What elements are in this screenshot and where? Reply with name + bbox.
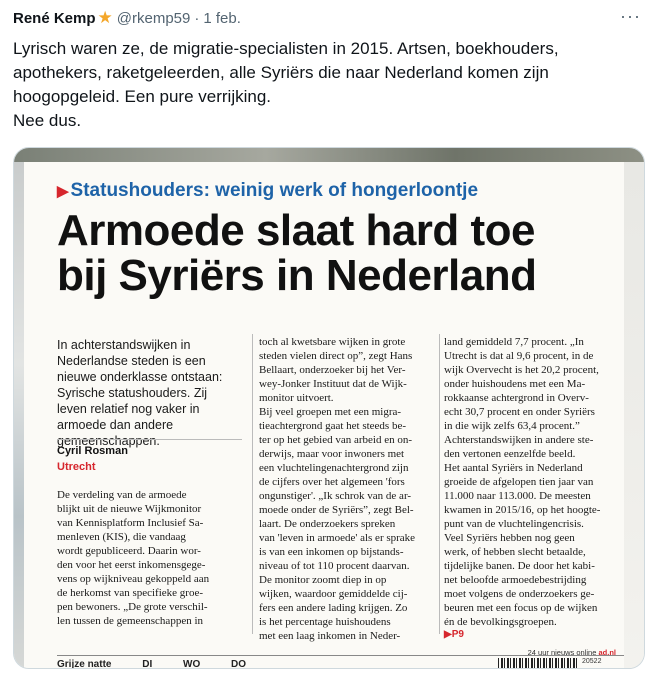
tweet-line: Nee dus. (13, 111, 82, 130)
column-line: wey-Jonker Instituut dat de Wijk- (259, 378, 407, 390)
column-line: Veel Syriërs hebben nog geen (444, 532, 575, 544)
column-line: den voor het eerst inkomensgege- (57, 559, 206, 571)
column-line: wijken, waardoor gemiddelde cij- (259, 588, 408, 600)
footer-text: 24 uur nieuws online (527, 648, 597, 657)
strip-item: DI (142, 659, 153, 669)
column-line: menleven (KIS), die vandaag (57, 531, 186, 543)
column-line: Achterstandswijken in andere ste- (444, 434, 594, 446)
byline-divider (57, 439, 242, 440)
column-line: moet volgens de onderzoekers ge- (444, 588, 595, 600)
article-column-1 (57, 488, 245, 628)
star-icon: ★ (97, 8, 113, 27)
intro-line: armoede dan andere (57, 418, 174, 432)
strip-item: Grijze natte (57, 659, 112, 669)
column-line: beuren met een focus op de wijken (444, 602, 598, 614)
column-line: blijkt uit de nieuwe Wijkmonitor (57, 503, 202, 515)
intro-line: Syrische statushouders. Zij (57, 386, 208, 400)
column-line: een vluchtelingenachtergrond zijn (259, 462, 409, 474)
column-line: laart. De onderzoekers spreken (259, 518, 396, 530)
newspaper-footer (528, 648, 616, 657)
article-author: Cyril Rosman (57, 445, 128, 457)
intro-line: leven relatief nog vaker in (57, 402, 200, 416)
column-line: de cijfers over het algemeen 'fors (259, 476, 405, 488)
column-line: den vertonen eenzelfde beeld. (444, 448, 576, 460)
column-line: én de bevolkingsgroepen. (444, 616, 557, 628)
column-line: tijdelijke banen. De door het kabi- (444, 560, 595, 572)
triangle-bullet-icon: ▶ (444, 629, 452, 640)
column-line: van 'leven in armoede' als er sprake (259, 532, 416, 544)
author-name[interactable]: René Kemp (13, 9, 96, 27)
column-line: 11.000 naar 113.000. De meesten (444, 490, 591, 502)
column-line: pen bewoners. „De grote verschil- (57, 601, 208, 613)
footer-site: ad.nl (598, 648, 616, 657)
photo-background-top (14, 148, 644, 162)
column-line: werk, of hebben slecht betaalde, (444, 546, 586, 558)
column-line: onder huishoudens met een Ma- (444, 378, 586, 390)
photo-background-left (14, 162, 24, 668)
kicker-text: Statushouders: weinig werk of hongerloontje (70, 180, 479, 201)
separator: · (194, 9, 200, 27)
tweet-header (13, 6, 643, 30)
newspaper-clipping (24, 162, 624, 668)
tweet-text (13, 37, 638, 133)
column-line: punt van de vluchtelingencrisis. (444, 518, 584, 530)
column-line: is van een inkomen op bijstands- (259, 546, 404, 558)
column-line: wordt gepubliceerd. Daarin wor- (57, 545, 201, 557)
column-line: monitor uitvoert. (259, 392, 334, 404)
column-line: Utrecht is dat al 9,6 procent, in de (444, 350, 594, 362)
barcode-number: 20522 (582, 658, 602, 665)
tweet-line: hoogopgeleid. Een pure verrijking. (13, 87, 272, 106)
column-line: net beloofde armoedebestrijding (444, 574, 587, 586)
article-location: Utrecht (57, 461, 96, 473)
column-line: met een laag inkomen in Neder- (259, 630, 401, 642)
column-line: toch al kwetsbare wijken in grote (259, 336, 406, 348)
article-intro (57, 337, 232, 449)
tweet-line: apothekers, raketgeleerden, alle Syriërs die naar Nederland komen zijn (13, 63, 549, 82)
column-line: tieachtergrond gaat het steeds be- (259, 420, 407, 432)
column-divider (439, 334, 440, 634)
tweet-date[interactable]: 1 feb. (203, 9, 241, 27)
barcode (498, 658, 578, 668)
intro-line: nieuwe onderklasse ontstaan: (57, 370, 223, 384)
intro-line: gemeenschappen. (57, 434, 160, 448)
column-line: de herkomst van specifieke groe- (57, 587, 203, 599)
column-line: is het percentage huishoudens (259, 616, 391, 628)
strip-item: WO (183, 659, 201, 669)
intro-line: In achterstandswijken in (57, 338, 191, 352)
headline-line: bij Syriërs in Nederland (57, 251, 537, 300)
column-line: kwamen in 2015/16, op het hoogte- (444, 504, 601, 516)
column-line: Bij veel groepen met een migra- (259, 406, 402, 418)
page-reference-text: P9 (451, 629, 464, 640)
tweet-media-image[interactable] (13, 147, 645, 669)
column-line: Bellaart, onderzoeker bij het Ver- (259, 364, 406, 376)
tweet-line: Lyrisch waren ze, de migratie-specialisten in 2015. Artsen, boekhouders, (13, 39, 559, 58)
author-handle[interactable]: @rkemp59 (116, 9, 191, 27)
photo-background-right (624, 162, 644, 668)
page-reference (444, 629, 464, 640)
column-line: echt 30,7 procent en onder Syriërs (444, 406, 595, 418)
triangle-bullet-icon: ▶ (57, 183, 69, 200)
column-line: De monitor zoomt diep in op (259, 574, 387, 586)
column-line: ongunstiger'. „Ik schrok van de ar- (259, 490, 412, 502)
column-line: moede onder de Syriërs”, zegt Bel- (259, 504, 414, 516)
column-line: fers een andere lading krijgen. Zo (259, 602, 408, 614)
column-divider (252, 334, 253, 634)
column-line: vens op wijkniveau gekoppeld aan (57, 573, 210, 585)
article-headline (57, 208, 622, 298)
more-options-icon[interactable]: ··· (620, 6, 641, 26)
column-line: De verdeling van de armoede (57, 489, 187, 501)
headline-line: Armoede slaat hard toe (57, 206, 536, 255)
column-line: rokkaanse achtergrond in Overv- (444, 392, 589, 404)
column-line: ter op het gebied van arbeid en on- (259, 434, 413, 446)
column-line: steden vielen direct op”, zegt Hans (259, 350, 413, 362)
column-line: in die wijk zelfs 63,4 procent.” (444, 420, 580, 432)
column-line: wijk Overvecht is het 20,2 procent, (444, 364, 599, 376)
column-line: Het aantal Syriërs in Nederland (444, 462, 583, 474)
article-kicker (57, 180, 478, 202)
column-line: van Kennisplatform Inclusief Sa- (57, 517, 204, 529)
intro-line: Nederlandse steden is een (57, 354, 206, 368)
bottom-weather-strip (57, 659, 274, 669)
column-line: derwijs, maar voor inwoners met (259, 448, 405, 460)
article-column-2 (259, 335, 437, 643)
column-line: land gemiddeld 7,7 procent. „In (444, 336, 584, 348)
column-line: groeide de afgelopen tien jaar van (444, 476, 594, 488)
column-line: len tussen de gemeenschappen in (57, 615, 204, 627)
column-line: niveau of tot 110 procent daarvan. (259, 560, 410, 572)
strip-item: DO (231, 659, 247, 669)
article-column-3 (444, 335, 624, 629)
